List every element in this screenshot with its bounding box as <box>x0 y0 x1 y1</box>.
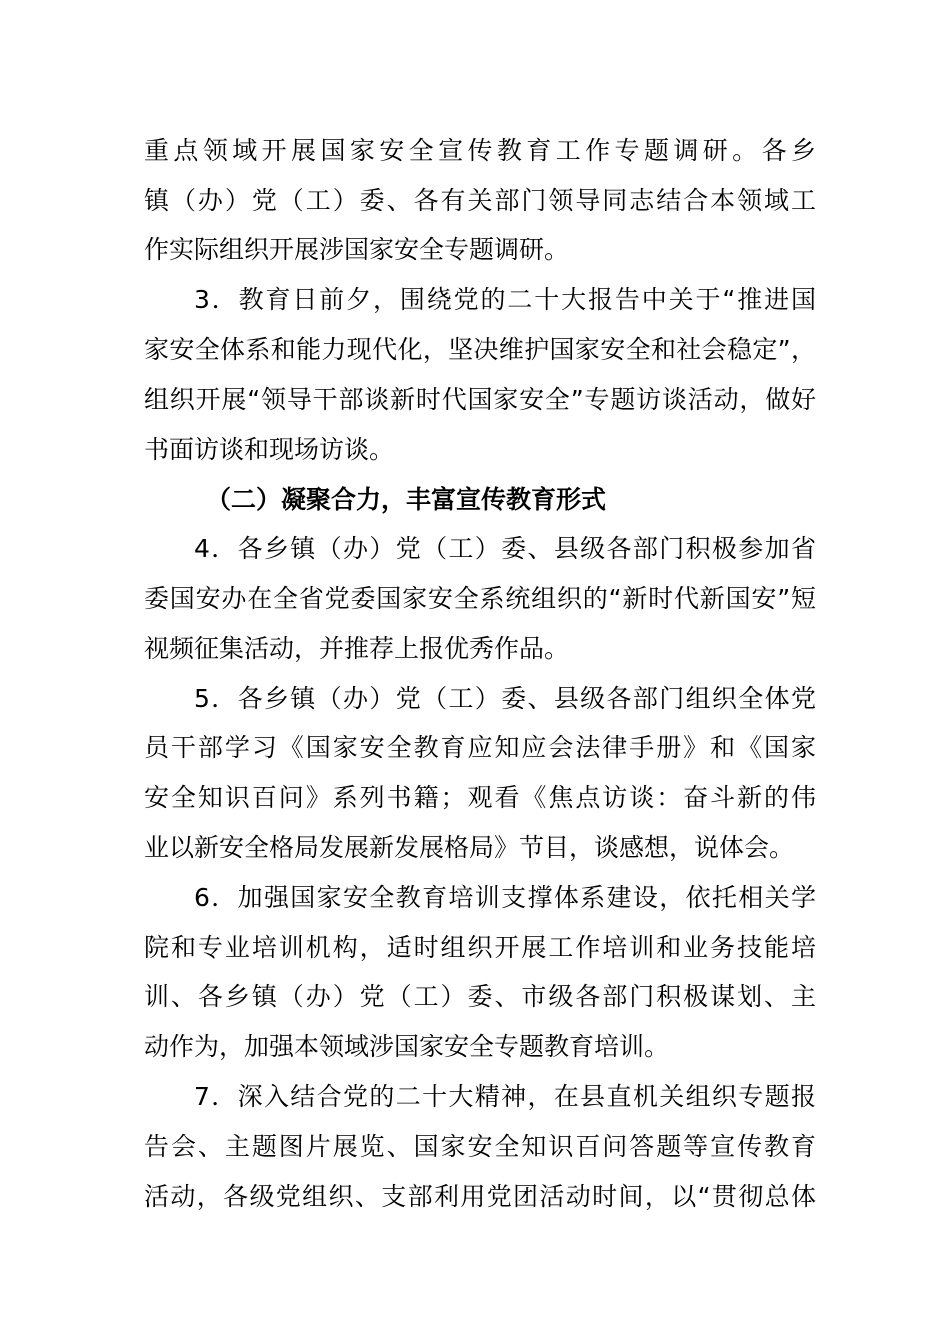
paragraph-item-4: 4．各乡镇（办）党（工）委、县级各部门积极参加省 <box>194 534 816 563</box>
paragraph-item-7: 7．深入结合党的二十大精神，在县直机关组织专题报 <box>194 1082 816 1111</box>
text-line: 员干部学习《国家安全教育应知应会法律手册》和《国家 <box>144 733 816 762</box>
paragraph-item-6: 6．加强国家安全教育培训支撑体系建设，依托相关学 <box>194 883 816 912</box>
text-line: 活动，各级党组织、支部利用党团活动时间，以“贯彻总体 <box>144 1182 816 1211</box>
text-line: 训、各乡镇（办）党（工）委、市级各部门积极谋划、主 <box>144 982 816 1011</box>
text-line: 业以新安全格局发展新发展格局》节目，谈感想，说体会。 <box>144 833 795 862</box>
text-line: 组织开展“领导干部谈新时代国家安全”专题访谈活动，做好 <box>144 385 816 414</box>
text-line: 告会、主题图片展览、国家安全知识百问答题等宣传教育 <box>144 1132 816 1161</box>
text-line: 作实际组织开展涉国家安全专题调研。 <box>144 235 570 264</box>
section-heading: （二）凝聚合力，丰富宣传教育形式 <box>206 485 607 514</box>
text-line: 动作为，加强本领域涉国家安全专题教育培训。 <box>144 1032 670 1061</box>
paragraph-item-5: 5．各乡镇（办）党（工）委、县级各部门组织全体党 <box>194 684 816 713</box>
text-line: 安全知识百问》系列书籍；观看《焦点访谈：奋斗新的伟 <box>144 783 816 812</box>
paragraph-item-3: 3．教育日前夕，围绕党的二十大报告中关于“推进国 <box>194 285 816 314</box>
text-line: 重点领域开展国家安全宣传教育工作专题调研。各乡 <box>144 136 816 165</box>
text-line: 视频征集活动，并推荐上报优秀作品。 <box>144 634 570 663</box>
text-line: 委国安办在全省党委国家安全系统组织的“新时代新国安”短 <box>144 584 816 613</box>
text-line: 家安全体系和能力现代化，坚决维护国家安全和社会稳定”， <box>144 335 816 364</box>
text-line: 镇（办）党（工）委、各有关部门领导同志结合本领域工 <box>144 186 816 215</box>
text-line: 院和专业培训机构，适时组织开展工作培训和业务技能培 <box>144 933 816 962</box>
text-line: 书面访谈和现场访谈。 <box>144 435 395 464</box>
